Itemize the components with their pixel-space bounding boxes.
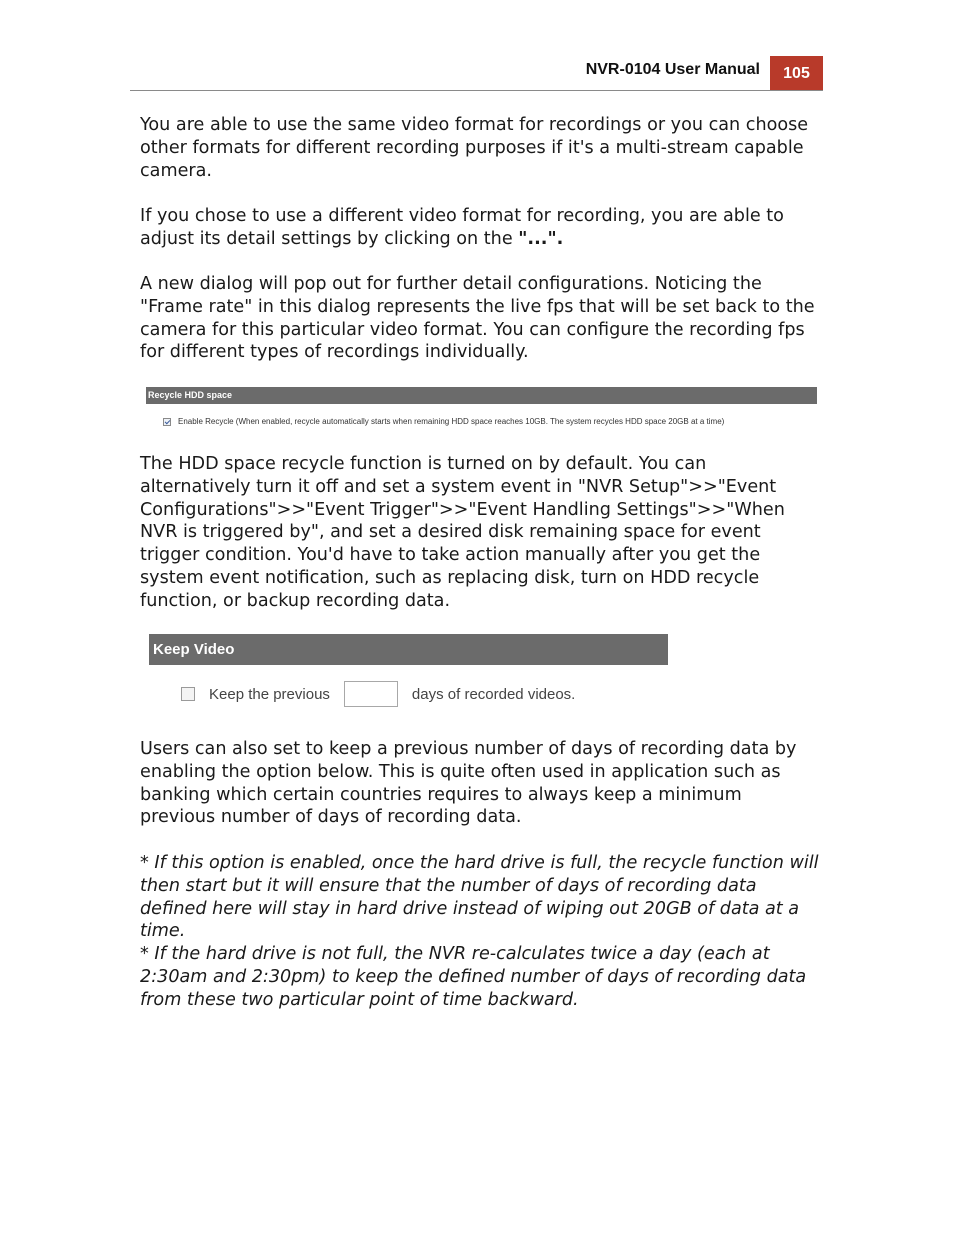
paragraph-video-format: You are able to use the same video format for recordings or you can choose other formats for different recording purposes if it's a multi-stream capable camera. <box>140 115 809 181</box>
paragraph-detail-settings-text: If you chose to use a different video format for recording, you are able to adjust its detail settings by clicking on the <box>140 206 784 249</box>
ellipsis-button-reference: "...". <box>518 228 564 249</box>
note-hard-drive-full: * If this option is enabled, once the hard drive is full, the recycle function will then start but it will ensure that the number of days of recording data defined here will stay in hard drive instead of wiping out 20GB of data at a time. <box>140 853 819 942</box>
enable-recycle-checkbox[interactable] <box>163 418 171 426</box>
page-number-badge: 105 <box>770 56 823 91</box>
paragraph-dialog: A new dialog will pop out for further detail configurations. Noticing the "Frame rate" in this dialog represents the live fps that will be set back to the camera for this particular video format. You can configure the recording fps for different types of recordings individually. <box>140 274 815 363</box>
recycle-hdd-panel-header: Recycle HDD space <box>146 387 817 404</box>
keep-video-checkbox[interactable] <box>181 687 195 701</box>
keep-previous-label: Keep the previous <box>209 685 330 703</box>
paragraph-detail-settings <box>140 205 820 251</box>
keep-days-input[interactable] <box>344 681 398 707</box>
header-rule <box>130 90 823 91</box>
note-hard-drive-not-full: * If the hard drive is not full, the NVR re-calculates twice a day (each at 2:30am and 2:30pm) to keep the defined number of days of recording data from these two particular point of time backward. <box>140 944 807 1010</box>
keep-video-panel-header: Keep Video <box>149 634 668 665</box>
paragraph-hdd-recycle: The HDD space recycle function is turned on by default. You can alternatively turn it off and set a system event in "NVR Setup">>"Event Configurations">>"Event Trigger">>"Event Handling Settings">>"When NVR is triggered by", and set a desired disk remaining space for event trigger condition. You'd have to take action manually after you get the system event notification, such as replacing disk, turn on HDD recycle function, or backup recording data. <box>140 454 785 611</box>
days-recorded-label: days of recorded videos. <box>411 685 576 703</box>
enable-recycle-label: Enable Recycle (When enabled, recycle automatically starts when remaining HDD space reaches 10GB. The system recycles HDD space 20GB at a time) <box>178 417 725 426</box>
recycle-hdd-row <box>163 415 724 428</box>
header-title: NVR-0104 User Manual <box>585 61 760 78</box>
keep-video-row <box>181 680 575 708</box>
paragraph-keep-days: Users can also set to keep a previous number of days of recording data by enabling the option below. This is quite often used in application such as banking which certain countries requires to always keep a minimum previous number of days of recording data. <box>140 739 797 828</box>
